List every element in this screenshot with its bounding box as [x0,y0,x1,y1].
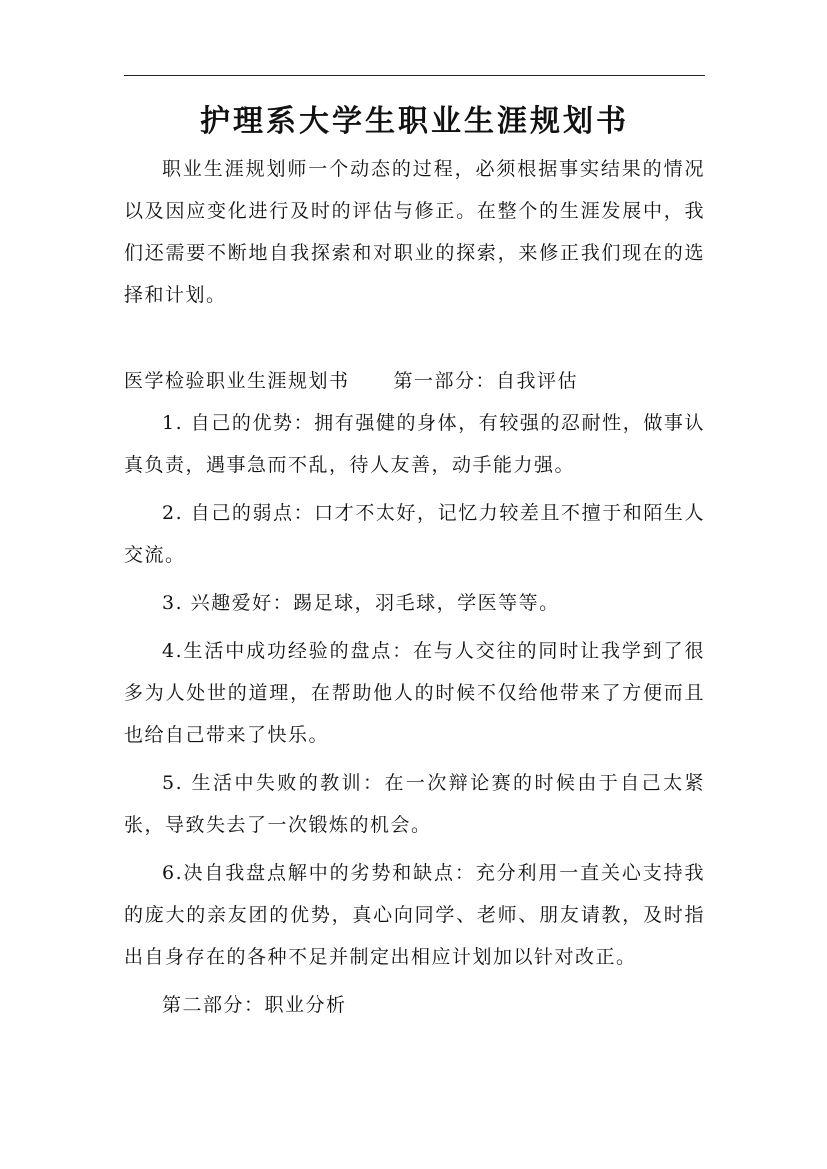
section-heading-line [124,360,705,402]
list-item-success: 4.生活中成功经验的盘点：在与人交往的同时让我学到了很多为人处世的道理，在帮助他人的时候不仅给他带来了方便而且也给自己带来了快乐。 [124,640,705,746]
intro-paragraph: 职业生涯规划师一个动态的过程，必须根据事实结果的情况以及因应变化进行及时的评估与修正。在整个的生涯发展中，我们还需要不断地自我探索和对职业的探索，来修正我们现在的选择和计划。 [124,158,705,306]
list-item-strengths: 1. 自己的优势：拥有强健的身体，有较强的忍耐性，做事认真负责，遇事急而不乱，待人友善，动手能力强。 [124,412,705,476]
header-rule [124,75,705,76]
document-title: 护理系大学生职业生涯规划书 [200,104,629,139]
list-item-improvement: 6.决自我盘点解中的劣势和缺点：充分利用一直关心支持我的庞大的亲友团的优势，真心向同学、老师、朋友请教，及时指出自身存在的各种不足并制定出相应计划加以针对改正。 [124,862,705,968]
section-heading-left: 医学检验职业生涯规划书 [124,370,350,392]
section-heading-right: 第一部分：自我评估 [393,370,579,392]
paragraph-gap [124,316,705,360]
list-item-hobbies: 3. 兴趣爱好：踢足球，羽毛球，学医等等。 [162,592,560,614]
document-body [124,148,705,1026]
part-two-heading: 第二部分：职业分析 [162,994,347,1016]
list-item-weaknesses: 2. 自己的弱点：口才不太好，记忆力较差且不擅于和陌生人交流。 [124,502,705,566]
list-item-failure: 5. 生活中失败的教训：在一次辩论赛的时候由于自己太紧张，导致失去了一次锻炼的机会。 [124,772,705,836]
